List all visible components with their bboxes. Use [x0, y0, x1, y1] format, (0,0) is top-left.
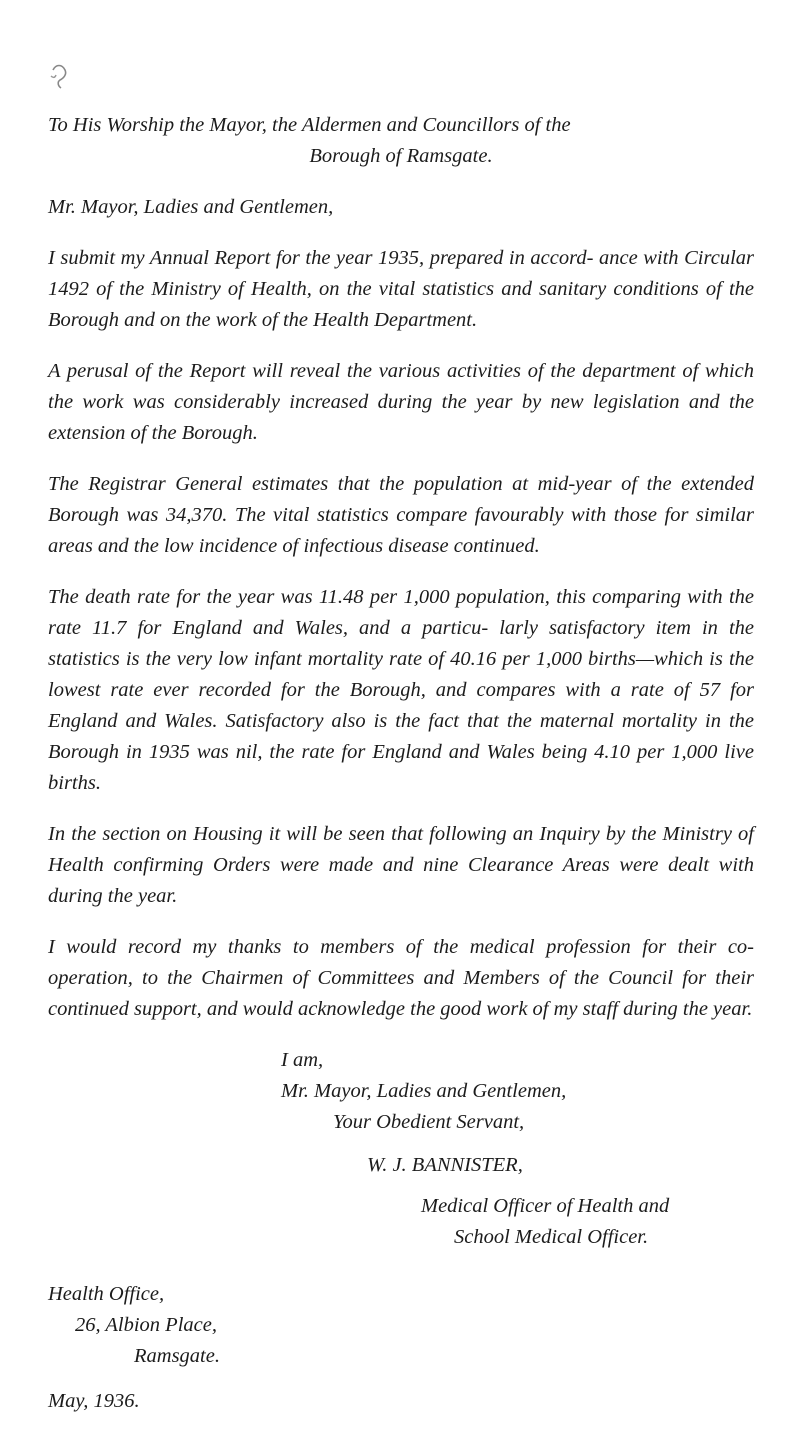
signature-name: W. J. BANNISTER,	[367, 1154, 523, 1176]
closing-block	[48, 1045, 754, 1253]
paragraph-2: A perusal of the Report will reveal the various activities of the department of which the work was considerably increased during the year by new legislation and the extension of the Borough.	[48, 360, 754, 444]
office-address	[48, 1279, 754, 1372]
signature-title-1: Medical Officer of Health and	[421, 1195, 670, 1217]
closing-address: Mr. Mayor, Ladies and Gentlemen,	[281, 1080, 567, 1102]
address-line-1: To His Worship the Mayor, the Aldermen and Councillors of the	[48, 114, 571, 136]
address-block	[48, 110, 754, 172]
signature-title-2: School Medical Officer.	[454, 1226, 649, 1248]
address-line-2: Borough of Ramsgate.	[309, 145, 493, 167]
date-block	[48, 1386, 754, 1417]
paragraph-1: I submit my Annual Report for the year 1935, prepared in accord- ance with Circular 1492 of the Ministry of Health, on the vital statistics and sanitary conditions of the Borough and on the work of the Health Department.	[48, 247, 754, 331]
paragraph-4: The death rate for the year was 11.48 per 1,000 population, this comparing with the rate 11.7 for England and Wales, and a particu- larly satisfactory item in the statistics is the very low infant mortality rate of 40.16 per 1,000 births—which is the lowest rate ever recorded for the Borough, and compares with a rate of 57 for England and Wales. Satisfactory also is the fact that the maternal mortality in the Borough in 1935 was nil, the rate for England and Wales being 4.10 per 1,000 live births.	[48, 586, 754, 794]
office-line-2: 26, Albion Place,	[75, 1314, 217, 1336]
closing-servant: Your Obedient Servant,	[333, 1111, 525, 1133]
paragraph-5: In the section on Housing it will be seen that following an Inquiry by the Ministry of Health confirming Orders were made and nine Clearance Areas were dealt with during the year.	[48, 823, 754, 907]
office-line-3: Ramsgate.	[134, 1345, 220, 1367]
ink-mark-icon	[48, 60, 70, 90]
paragraph-3: The Registrar General estimates that the population at mid-year of the extended Borough was 34,370. The vital statistics compare favourably with those for similar areas and the low incidence of infectious disease continued.	[48, 473, 754, 557]
office-line-1: Health Office,	[48, 1283, 165, 1305]
letter-date: May, 1936.	[48, 1390, 140, 1412]
letter-page	[48, 110, 754, 1417]
salutation: Mr. Mayor, Ladies and Gentlemen,	[48, 196, 334, 218]
paragraph-6: I would record my thanks to members of the medical profession for their co-operation, to the Chairmen of Committees and Members of the Council for their continued support, and would acknowledge the good work of my staff during the year.	[48, 936, 754, 1020]
closing-i-am: I am,	[281, 1049, 324, 1071]
